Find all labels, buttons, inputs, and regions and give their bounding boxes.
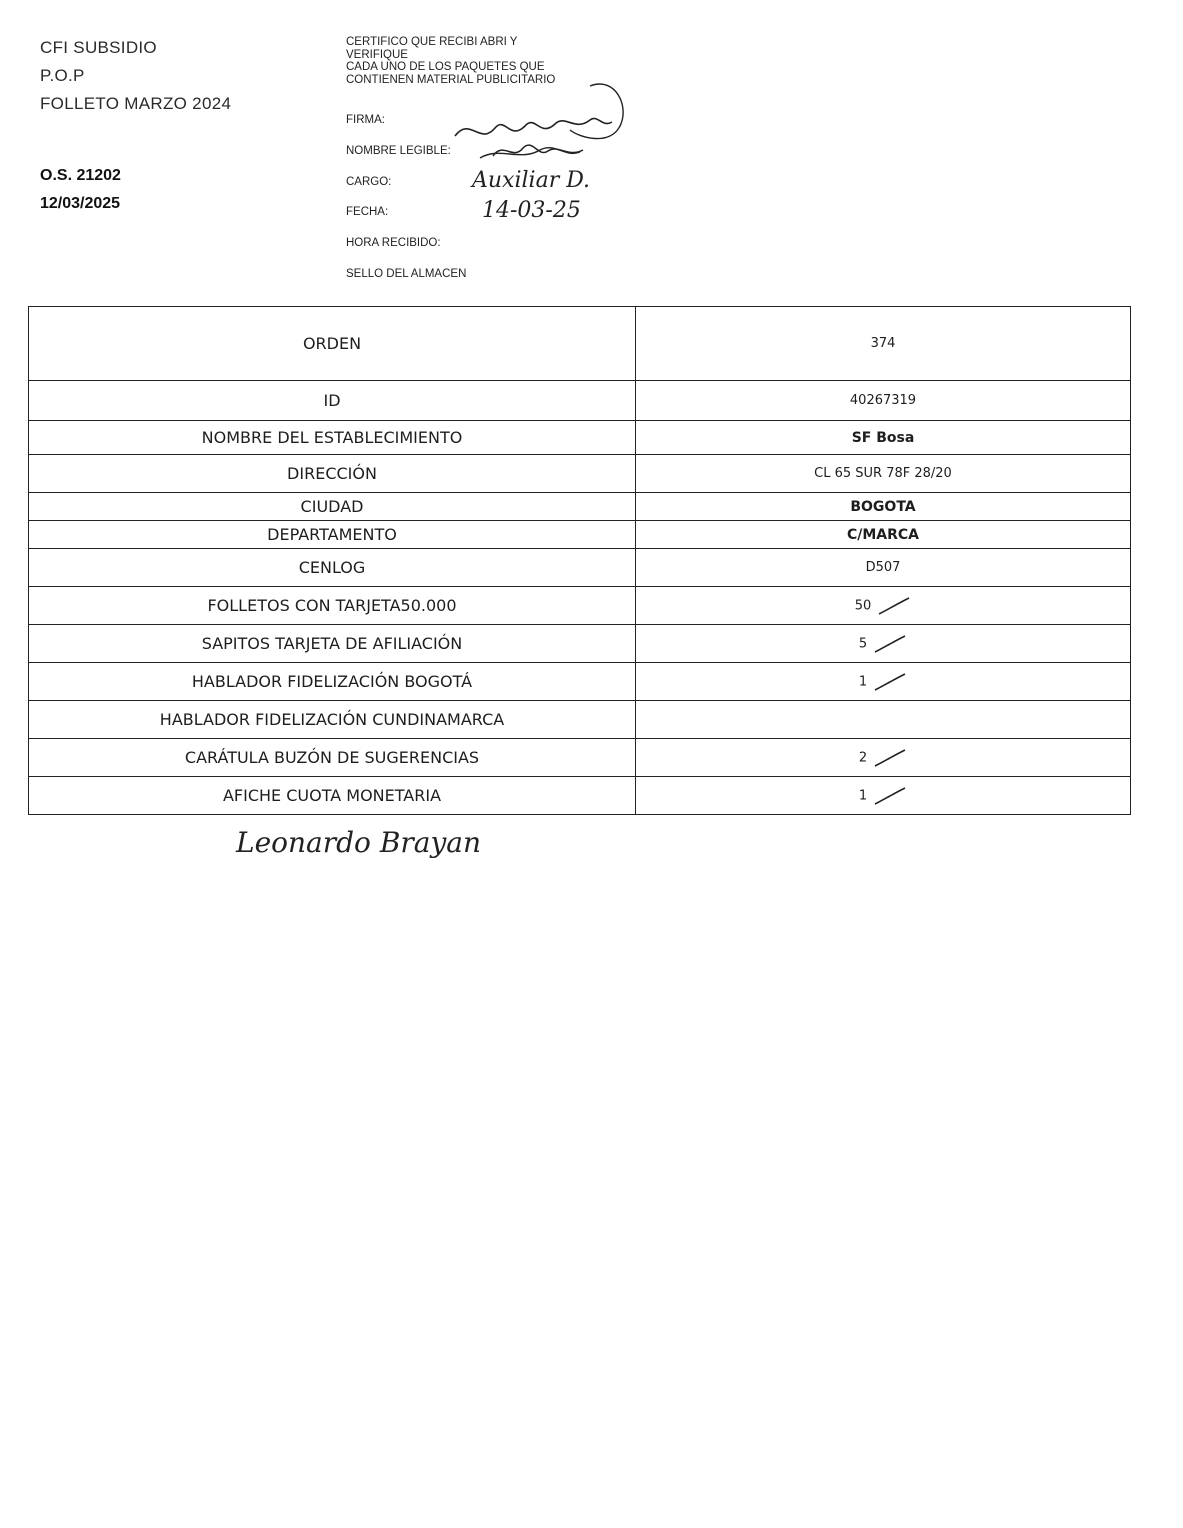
cargo-handwritten: Auxiliar D. xyxy=(472,168,591,193)
row-value-cell xyxy=(636,587,1131,625)
row-value-cell xyxy=(636,381,1131,421)
row-value: 2 xyxy=(858,750,868,765)
row-label: ORDEN xyxy=(29,307,636,381)
row-label: DIRECCIÓN xyxy=(29,455,636,493)
table-row xyxy=(29,777,1131,815)
org-line-3: FOLLETO MARZO 2024 xyxy=(40,94,232,113)
org-line-1: CFI SUBSIDIO xyxy=(40,38,157,57)
row-value: SF Bosa xyxy=(851,429,915,446)
check-mark-icon xyxy=(873,786,907,806)
service-order xyxy=(40,162,121,218)
org-line-2: P.O.P xyxy=(40,66,85,85)
row-value: 1 xyxy=(858,674,868,689)
table-row xyxy=(29,663,1131,701)
cert-line-1: CERTIFICO QUE RECIBI ABRI Y xyxy=(346,36,518,48)
row-label: SAPITOS TARJETA DE AFILIACIÓN xyxy=(29,625,636,663)
os-date: 12/03/2025 xyxy=(40,195,121,212)
table-row xyxy=(29,381,1131,421)
row-label: HABLADOR FIDELIZACIÓN CUNDINAMARCA xyxy=(29,701,636,739)
row-label: CENLOG xyxy=(29,549,636,587)
row-label: ID xyxy=(29,381,636,421)
row-value-cell xyxy=(636,493,1131,521)
row-value-cell xyxy=(636,625,1131,663)
table-row xyxy=(29,307,1131,381)
table-row xyxy=(29,701,1131,739)
fecha-label: FECHA: xyxy=(346,206,389,218)
nombre-signature xyxy=(488,136,598,166)
row-value: BOGOTA xyxy=(850,498,916,515)
table-row xyxy=(29,493,1131,521)
row-label: DEPARTAMENTO xyxy=(29,521,636,549)
row-value: 40267319 xyxy=(849,393,917,408)
row-label: FOLLETOS CON TARJETA50.000 xyxy=(29,587,636,625)
row-label: HABLADOR FIDELIZACIÓN BOGOTÁ xyxy=(29,663,636,701)
table-row xyxy=(29,739,1131,777)
check-mark-icon xyxy=(873,634,907,654)
nombre-label: NOMBRE LEGIBLE: xyxy=(346,145,451,157)
table-row xyxy=(29,521,1131,549)
header-org xyxy=(40,34,231,118)
check-mark-icon xyxy=(877,596,911,616)
row-label: CIUDAD xyxy=(29,493,636,521)
check-mark-icon xyxy=(873,748,907,768)
sello-label: SELLO DEL ALMACEN xyxy=(346,268,467,280)
table-row xyxy=(29,455,1131,493)
row-value: D507 xyxy=(865,560,901,575)
row-value: 1 xyxy=(858,788,868,803)
row-label: AFICHE CUOTA MONETARIA xyxy=(29,777,636,815)
table-row xyxy=(29,587,1131,625)
row-value: CL 65 SUR 78F 28/20 xyxy=(814,466,952,481)
row-label: NOMBRE DEL ESTABLECIMIENTO xyxy=(29,421,636,455)
delivery-table xyxy=(28,306,1131,815)
fecha-handwritten: 14-03-25 xyxy=(482,198,581,223)
table-row xyxy=(29,625,1131,663)
table-row xyxy=(29,421,1131,455)
row-value-cell xyxy=(636,521,1131,549)
row-value-cell xyxy=(636,739,1131,777)
cert-line-2: VERIFIQUE xyxy=(346,48,408,61)
row-value: C/MARCA xyxy=(846,526,920,543)
row-value: 50 xyxy=(854,598,872,613)
row-label: CARÁTULA BUZÓN DE SUGERENCIAS xyxy=(29,739,636,777)
cert-line-3: CADA UNO DE LOS PAQUETES QUE xyxy=(346,61,545,73)
row-value-cell xyxy=(636,307,1131,381)
os-number: O.S. 21202 xyxy=(40,167,121,184)
row-value-cell xyxy=(636,701,1131,739)
row-value-cell xyxy=(636,421,1131,455)
hora-label: HORA RECIBIDO: xyxy=(346,237,441,249)
check-mark-icon xyxy=(873,672,907,692)
row-value-cell xyxy=(636,549,1131,587)
row-value: 374 xyxy=(870,336,896,351)
firma-label: FIRMA: xyxy=(346,114,385,126)
footer-handwritten-name: Leonardo Brayan xyxy=(236,826,482,859)
cargo-label: CARGO: xyxy=(346,176,392,188)
row-value-cell xyxy=(636,455,1131,493)
row-value: 5 xyxy=(858,636,868,651)
row-value-cell xyxy=(636,663,1131,701)
table-row xyxy=(29,549,1131,587)
cert-line-4: CONTIENEN MATERIAL PUBLICITARIO xyxy=(346,73,556,86)
row-value-cell xyxy=(636,777,1131,815)
